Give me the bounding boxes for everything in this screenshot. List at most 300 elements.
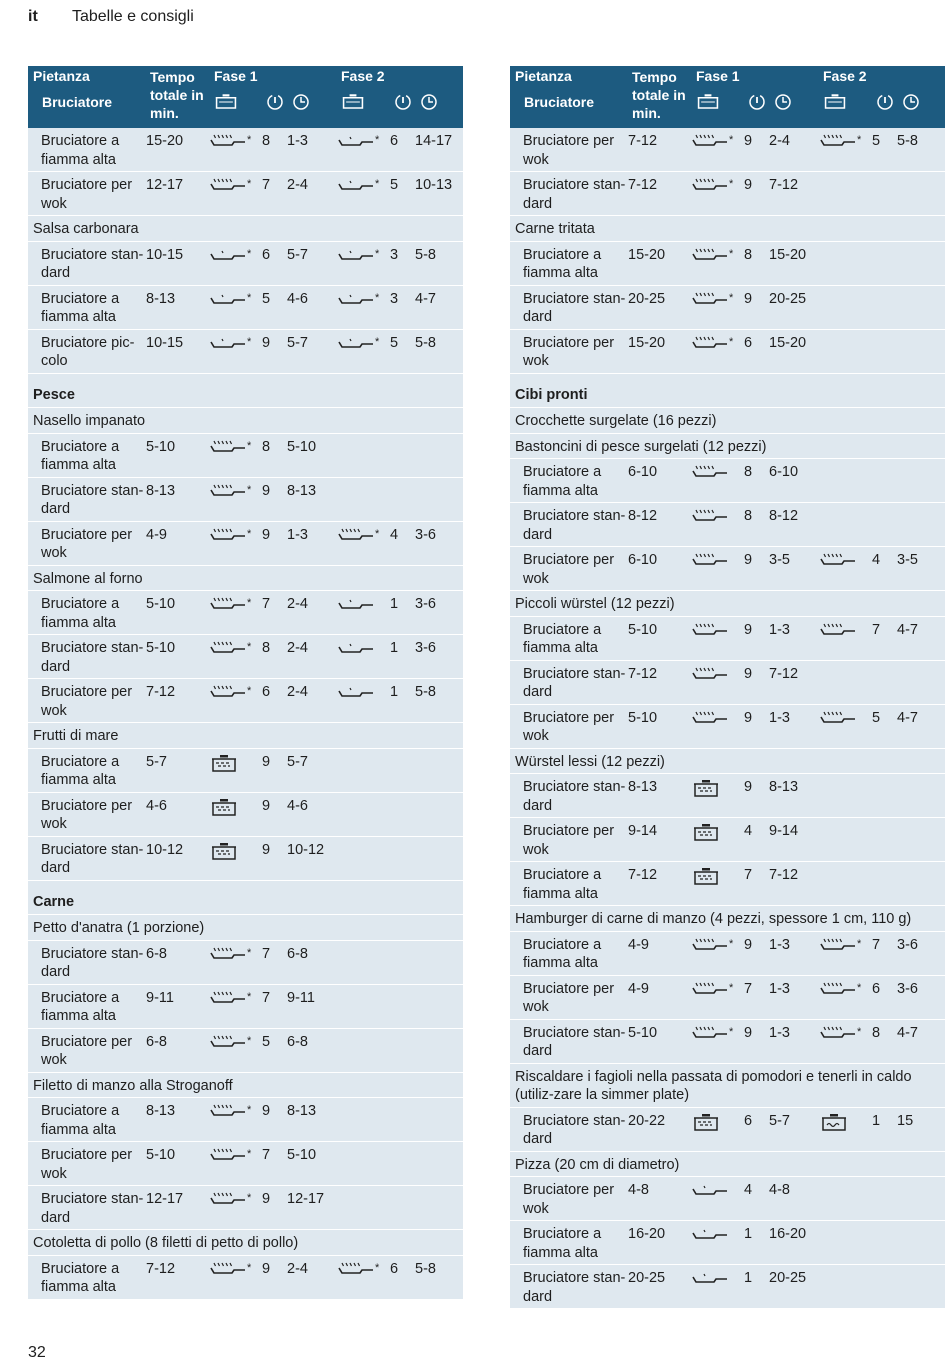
burner-name: Bruciatore per wok (41, 1147, 133, 1182)
note-asterisk: * (729, 335, 734, 348)
phase1-level: 9 (744, 621, 753, 638)
phase1-time: 1-3 (287, 526, 308, 543)
language-code: it (28, 8, 38, 25)
phase1-level: 8 (262, 438, 271, 455)
phase1-level: 9 (744, 1024, 753, 1041)
dish-heading: Hamburger di carne di manzo (4 pezzi, spessore 1 cm, 110 g) (510, 906, 945, 932)
phase2-level (872, 778, 897, 815)
phase2-time: 5-8 (415, 1260, 436, 1277)
phase1-level: 7 (262, 596, 271, 612)
note-asterisk: * (247, 291, 252, 304)
phase2-cookware (820, 507, 872, 544)
phase1-level: 9 (262, 797, 271, 814)
phase1-cookware (692, 551, 744, 588)
phase2-cookware (338, 841, 390, 878)
table-row (510, 286, 945, 330)
phase1-level: 7 (262, 945, 271, 962)
high-heat-pan-icon (210, 1034, 246, 1056)
phase2-level (872, 334, 897, 371)
phase1-level: 9 (744, 665, 753, 682)
burner-name: Bruciatore stan-dard (523, 1112, 626, 1147)
burner-name: Bruciatore stan-dard (523, 1024, 626, 1059)
phase1-cookware (210, 639, 262, 676)
phase2-level (872, 290, 897, 327)
phase1-cookware (692, 980, 744, 1017)
pot-icon (692, 779, 720, 805)
total-time: 7-12 (628, 133, 658, 149)
clock-icon (902, 93, 920, 114)
burner-name: Bruciatore a fiamma alta (41, 753, 120, 788)
phase1-level: 9 (262, 1260, 271, 1277)
table-row (28, 591, 463, 635)
phase1-time: 15-20 (769, 334, 807, 351)
phase1-cookware (210, 290, 262, 327)
note-asterisk: * (247, 527, 252, 540)
phase1-cookware (210, 482, 262, 519)
phase2-level (390, 797, 415, 834)
table-row (28, 1186, 463, 1230)
phase1-cookware (210, 797, 262, 834)
table-row (510, 1020, 945, 1064)
high-heat-pan-icon (692, 335, 728, 357)
table-row (28, 172, 463, 216)
phase2-time (897, 463, 945, 500)
phase2-time (415, 1190, 463, 1227)
phase2-cookware (338, 482, 390, 519)
phase1-time: 5-10 (287, 1147, 317, 1163)
phase1-level: 7 (262, 989, 271, 1006)
high-heat-pan-icon (820, 552, 856, 574)
phase2-level: 1 (390, 640, 399, 656)
total-time: 10-15 (146, 246, 184, 263)
phase1-level: 9 (262, 1191, 271, 1207)
table-row (510, 459, 945, 503)
high-heat-pan-icon (692, 291, 728, 313)
table-row (510, 1221, 945, 1265)
phase2-level: 6 (872, 980, 881, 997)
phase2-level: 4 (390, 526, 399, 543)
phase2-level: 3 (390, 246, 399, 263)
phase1-level: 8 (744, 508, 753, 524)
total-time: 8-13 (146, 482, 176, 499)
power-level-icon (266, 93, 284, 114)
burner-name: Bruciatore stan-dard (41, 246, 144, 281)
phase2-level (872, 1269, 897, 1306)
phase1-cookware (210, 334, 262, 371)
burner-name: Bruciatore per wok (523, 980, 615, 1015)
burner-name: Bruciatore a fiamma alta (41, 1260, 120, 1295)
note-asterisk: * (729, 981, 734, 994)
phase2-cookware (338, 132, 390, 169)
phase2-level: 5 (872, 709, 881, 726)
total-time: 9-11 (146, 989, 174, 1006)
high-heat-pan-icon (820, 710, 856, 732)
phase1-time: 2-4 (287, 640, 308, 656)
phase2-time: 4-7 (897, 709, 918, 726)
phase2-cookware (338, 1033, 390, 1070)
burner-name: Bruciatore stan-dard (41, 1191, 144, 1226)
high-heat-pan-icon (210, 1261, 246, 1283)
low-heat-pan-icon (210, 335, 246, 357)
phase1-time: 5-10 (287, 438, 317, 455)
phase2-level (390, 1102, 415, 1139)
phase1-cookware (692, 866, 744, 903)
phase2-cookware (338, 526, 390, 563)
total-time: 10-12 (146, 841, 184, 858)
note-asterisk: * (375, 335, 380, 348)
phase1-level: 8 (744, 464, 753, 480)
dish-heading: Frutti di mare (28, 723, 463, 749)
phase1-time: 7-12 (769, 665, 799, 682)
phase1-time: 2-4 (287, 596, 308, 612)
high-heat-pan-icon (210, 177, 246, 199)
note-asterisk: * (247, 1034, 252, 1047)
high-heat-pan-icon (692, 133, 728, 155)
phase1-time: 2-4 (769, 133, 790, 149)
table-body (28, 128, 463, 1300)
note-asterisk: * (729, 1025, 734, 1038)
phase1-time: 7-12 (769, 867, 799, 883)
note-asterisk: * (247, 1192, 252, 1204)
phase2-cookware (338, 989, 390, 1026)
table-row (28, 434, 463, 478)
phase2-level (390, 482, 415, 519)
phase1-time: 1-3 (769, 980, 790, 997)
total-time: 6-10 (628, 464, 658, 480)
burner-name: Bruciatore per wok (523, 552, 615, 587)
high-heat-pan-icon (692, 666, 728, 688)
phase2-time (897, 1269, 945, 1306)
high-heat-pan-icon (210, 684, 246, 706)
high-heat-pan-icon (210, 1103, 246, 1125)
phase2-level (872, 463, 897, 500)
table-row (28, 522, 463, 566)
column-header-dish: Pietanza (33, 68, 90, 84)
phase2-time: 10-13 (415, 177, 453, 193)
phase2-cookware (820, 246, 872, 283)
total-time: 15-20 (628, 246, 666, 263)
high-heat-pan-icon (820, 981, 856, 1003)
high-heat-pan-icon (692, 622, 728, 644)
column-header-phase1: Fase 1 (696, 68, 740, 84)
burner-name: Bruciatore stan-dard (523, 1270, 626, 1305)
burner-name: Bruciatore a fiamma alta (523, 1226, 602, 1261)
high-heat-pan-icon (692, 247, 728, 269)
phase2-level (872, 866, 897, 903)
phase2-level (390, 753, 415, 790)
total-time: 5-10 (628, 621, 658, 638)
burner-name: Bruciatore pic-colo (41, 334, 135, 369)
clock-icon (774, 93, 792, 114)
table-row (28, 478, 463, 522)
low-heat-pan-icon (338, 247, 374, 269)
phase1-level: 9 (744, 290, 753, 307)
total-time: 20-25 (628, 1270, 666, 1286)
high-heat-pan-icon (210, 640, 246, 662)
high-heat-pan-icon (820, 622, 856, 644)
phase1-time: 8-13 (287, 482, 317, 499)
total-time: 6-8 (146, 1033, 167, 1050)
total-time: 16-20 (628, 1226, 666, 1242)
note-asterisk: * (247, 134, 252, 146)
burner-name: Bruciatore stan-dard (523, 508, 626, 543)
high-heat-pan-icon (692, 981, 728, 1003)
phase2-time: 3-6 (415, 596, 436, 612)
phase2-time (897, 176, 945, 213)
phase2-cookware (338, 290, 390, 327)
phase2-cookware (338, 176, 390, 213)
total-time: 10-15 (146, 334, 184, 351)
phase1-time: 16-20 (769, 1226, 807, 1242)
note-asterisk: * (375, 291, 380, 304)
table-row (510, 976, 945, 1020)
burner-name: Bruciatore a fiamma alta (41, 1103, 120, 1138)
phase1-time: 1-3 (769, 936, 790, 953)
note-asterisk: * (857, 981, 862, 994)
phase1-level: 9 (744, 552, 753, 568)
phase2-time: 4-7 (897, 1024, 918, 1041)
low-heat-pan-icon (338, 596, 374, 618)
high-heat-pan-icon (692, 1025, 728, 1047)
high-heat-pan-icon (692, 508, 728, 530)
clock-icon (420, 93, 438, 114)
phase2-time (415, 438, 463, 475)
phase1-cookware (692, 1269, 744, 1306)
phase1-time: 1-3 (769, 1024, 790, 1041)
phase1-cookware (210, 1033, 262, 1070)
phase2-cookware (820, 463, 872, 500)
phase2-level (872, 1225, 897, 1262)
phase2-cookware (338, 334, 390, 371)
note-asterisk: * (375, 527, 380, 540)
phase1-level: 7 (262, 177, 271, 193)
phase2-time (897, 290, 945, 327)
phase1-cookware (210, 1102, 262, 1139)
phase2-time (415, 945, 463, 982)
phase2-level (872, 507, 897, 544)
table-row (510, 1177, 945, 1221)
note-asterisk: * (247, 1104, 252, 1116)
high-heat-pan-icon (210, 1191, 246, 1213)
phase1-level: 9 (744, 709, 753, 726)
phase2-level (390, 1190, 415, 1227)
phase1-time: 4-8 (769, 1182, 790, 1198)
table-row (510, 862, 945, 906)
category-heading: Carne (28, 881, 463, 916)
phase1-time: 7-12 (769, 177, 799, 193)
phase2-level (872, 176, 897, 213)
note-asterisk: * (857, 937, 862, 950)
power-level-icon (748, 93, 766, 114)
pan-icon (692, 1182, 728, 1204)
phase1-level: 9 (262, 526, 271, 543)
phase1-cookware (692, 246, 744, 283)
phase2-cookware (338, 639, 390, 676)
phase2-level (390, 438, 415, 475)
high-heat-pan-icon (338, 1261, 374, 1283)
burner-name: Bruciatore per wok (41, 526, 133, 561)
phase2-cookware (338, 438, 390, 475)
table-right (510, 66, 945, 1309)
pot-icon (692, 823, 720, 849)
burner-name: Bruciatore per wok (41, 177, 133, 212)
total-time: 6-8 (146, 945, 167, 962)
phase2-cookware (820, 936, 872, 973)
table-row (28, 941, 463, 985)
low-heat-pan-icon (338, 177, 374, 199)
dish-heading: Petto d'anatra (1 porzione) (28, 915, 463, 941)
phase1-time: 8-12 (769, 508, 799, 524)
cookware-icon (214, 93, 238, 114)
table-row (510, 617, 945, 661)
table-row (28, 1142, 463, 1186)
phase2-cookware (820, 980, 872, 1017)
phase2-time: 3-6 (415, 640, 436, 656)
table-row (510, 1108, 945, 1152)
high-heat-pan-icon (692, 710, 728, 732)
note-asterisk: * (247, 439, 252, 452)
note-asterisk: * (729, 134, 734, 146)
high-heat-pan-icon (210, 946, 246, 968)
burner-name: Bruciatore a fiamma alta (523, 936, 602, 971)
phase2-level: 4 (872, 552, 881, 568)
table-header (510, 66, 945, 128)
column-header-phase2: Fase 2 (341, 68, 385, 84)
low-heat-pan-icon (210, 247, 246, 269)
phase1-cookware (692, 334, 744, 371)
phase1-level: 4 (744, 1182, 753, 1198)
total-time: 5-7 (146, 753, 167, 770)
total-time: 5-10 (628, 709, 658, 726)
low-heat-pan-icon (338, 335, 374, 357)
phase2-cookware (820, 1225, 872, 1262)
total-time: 20-25 (628, 290, 666, 307)
total-time: 7-12 (146, 1260, 176, 1277)
total-time: 4-6 (146, 797, 167, 814)
phase2-level: 1 (390, 596, 399, 612)
phase2-time: 3-6 (415, 526, 436, 543)
phase1-time: 9-11 (287, 989, 315, 1006)
table-row (28, 286, 463, 330)
pan-icon (692, 1226, 728, 1248)
column-header-time: Tempo totale in min. (150, 69, 204, 121)
phase2-level: 6 (390, 1260, 399, 1277)
phase2-level: 1 (872, 1112, 881, 1129)
total-time: 7-12 (628, 867, 658, 883)
phase2-level (390, 1146, 415, 1183)
table-row (510, 242, 945, 286)
dish-heading: Piccoli würstel (12 pezzi) (510, 591, 945, 617)
phase1-cookware (692, 1181, 744, 1218)
burner-name: Bruciatore a fiamma alta (523, 464, 602, 499)
table-row (510, 661, 945, 705)
phase2-level: 3 (390, 290, 399, 307)
phase2-level: 5 (390, 334, 399, 351)
phase2-time: 5-8 (897, 133, 918, 149)
high-heat-pan-icon (820, 133, 856, 155)
table-row (510, 774, 945, 818)
phase1-cookware (692, 1112, 744, 1149)
note-asterisk: * (247, 946, 252, 959)
phase2-cookware (820, 1112, 872, 1149)
phase1-time: 3-5 (769, 552, 790, 568)
table-row (28, 1256, 463, 1300)
note-asterisk: * (247, 335, 252, 348)
phase1-time: 2-4 (287, 1260, 308, 1277)
total-time: 5-10 (146, 1147, 176, 1163)
table-row (510, 818, 945, 862)
power-level-icon (394, 93, 412, 114)
table-row (510, 547, 945, 591)
phase2-cookware (338, 246, 390, 283)
table-row (28, 635, 463, 679)
phase1-level: 7 (744, 980, 753, 997)
phase1-level: 9 (744, 177, 753, 193)
section-title: Tabelle e consigli (71, 8, 194, 25)
table-row (510, 705, 945, 749)
phase1-time: 5-7 (287, 753, 308, 770)
table-row (28, 242, 463, 286)
category-heading: Cibi pronti (510, 374, 945, 409)
phase1-level: 8 (744, 246, 753, 263)
phase2-level (390, 1033, 415, 1070)
note-asterisk: * (729, 937, 734, 950)
phase2-time (415, 841, 463, 878)
phase2-cookware (820, 1181, 872, 1218)
burner-name: Bruciatore stan-dard (41, 945, 144, 980)
phase2-level: 5 (390, 177, 399, 193)
dish-heading: Salmone al forno (28, 566, 463, 592)
category-heading: Pesce (28, 374, 463, 409)
phase2-time (897, 866, 945, 903)
note-asterisk: * (247, 1148, 252, 1160)
phase2-level (390, 841, 415, 878)
phase2-time (897, 822, 945, 859)
phase1-level: 8 (262, 640, 271, 656)
total-time: 5-10 (146, 640, 176, 656)
phase2-level (872, 246, 897, 283)
phase1-time: 20-25 (769, 1270, 807, 1286)
phase1-cookware (210, 683, 262, 720)
phase2-time (415, 753, 463, 790)
phase2-time (897, 1181, 945, 1218)
phase2-cookware (338, 797, 390, 834)
phase2-cookware (338, 1260, 390, 1297)
pan-icon (692, 1270, 728, 1292)
table-row (28, 985, 463, 1029)
phase1-time: 6-8 (287, 945, 308, 962)
total-time: 7-12 (628, 177, 658, 193)
table-row (510, 503, 945, 547)
phase2-cookware (820, 778, 872, 815)
phase2-time (415, 1102, 463, 1139)
cookware-icon (696, 93, 720, 114)
phase2-cookware (338, 1190, 390, 1227)
burner-name: Bruciatore a fiamma alta (41, 596, 120, 631)
high-heat-pan-icon (210, 133, 246, 155)
low-heat-pan-icon (210, 291, 246, 313)
phase2-time (415, 797, 463, 834)
phase2-time: 5-8 (415, 246, 436, 263)
column-header-burner: Bruciatore (524, 94, 595, 110)
phase2-time: 15 (897, 1112, 914, 1129)
high-heat-pan-icon (210, 527, 246, 549)
phase1-level: 7 (744, 867, 753, 883)
total-time: 6-10 (628, 552, 658, 568)
high-heat-pan-icon (338, 527, 374, 549)
table-row (28, 1098, 463, 1142)
phase2-cookware (820, 621, 872, 658)
